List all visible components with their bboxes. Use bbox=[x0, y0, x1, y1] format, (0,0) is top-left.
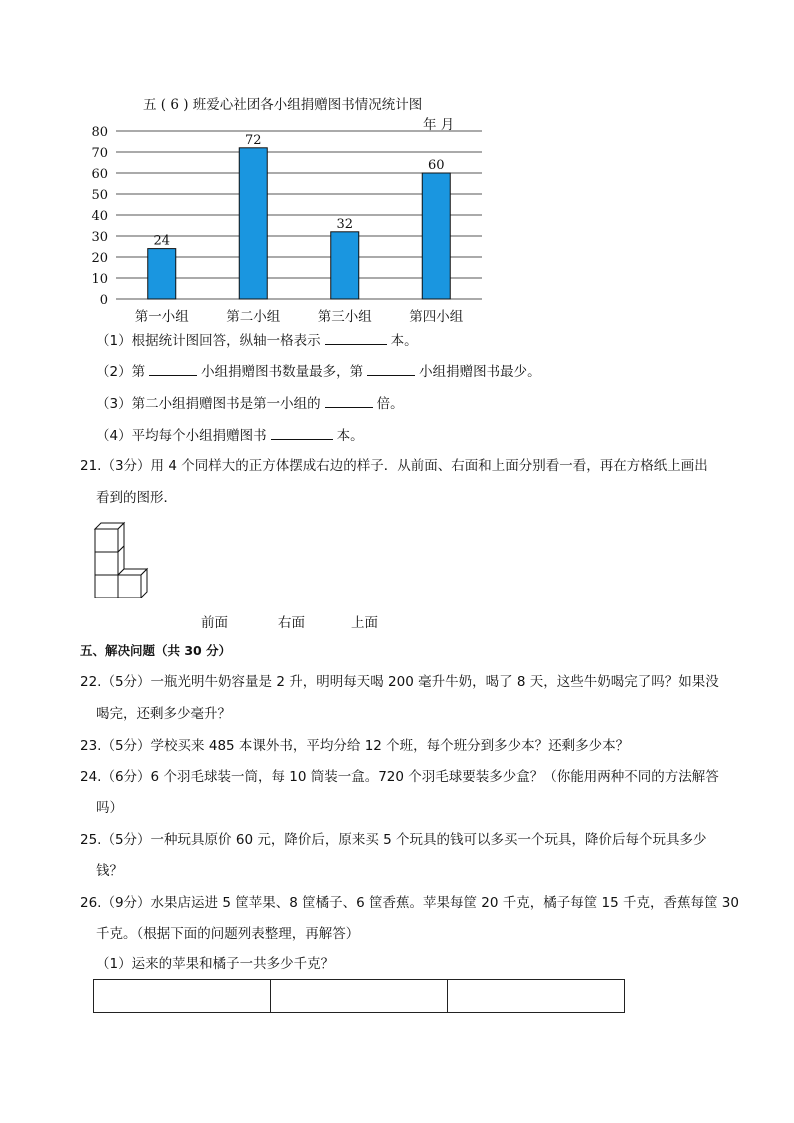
q20-sub1 bbox=[96, 330, 418, 351]
q20-sub3-text: （3）第二小组捐赠图书是第一小组的 bbox=[96, 396, 321, 412]
cube-front-face bbox=[95, 529, 118, 552]
q26-sub1: （1）运来的苹果和橘子一共多少千克？ bbox=[96, 956, 335, 972]
q20-sub4-text: （4）平均每个小组捐赠图书 bbox=[96, 428, 267, 444]
bar-value-label: 24 bbox=[153, 233, 171, 249]
bars bbox=[148, 148, 451, 299]
bar-chart bbox=[0, 0, 794, 340]
bar-value-label: 32 bbox=[336, 216, 354, 232]
q26-line2: 千克。（根据下面的问题列表整理，再解答） bbox=[96, 926, 360, 942]
answer-blank[interactable] bbox=[149, 361, 197, 376]
y-tick-label: 20 bbox=[91, 251, 108, 266]
q22-line1: 22.（5分）一瓶光明牛奶容量是 2 升，明明每天喝 200 毫升牛奶，喝了 8 天，这些牛奶喝完了吗？如果没 bbox=[80, 674, 719, 690]
q26-line1: 26.（9分）水果店运进 5 筐苹果、8 筐橘子、6 筐香蕉。苹果每筐 20 千克，橘子每筐 15 千克，香蕉每筐 30 bbox=[80, 895, 739, 911]
table-cell[interactable] bbox=[94, 980, 271, 1013]
x-tick-label: 第一小组 bbox=[134, 309, 189, 325]
q25-line2: 钱？ bbox=[96, 863, 123, 879]
section-heading: 五、解决问题（共 30 分） bbox=[80, 643, 232, 658]
view-label-front: 前面 bbox=[201, 615, 228, 631]
chart-date-note: 年 月 bbox=[423, 117, 455, 133]
q25-line1: 25.（5分）一种玩具原价 60 元，降价后，原来买 5 个玩具的钱可以多买一个玩具，降价后每个玩具多少 bbox=[80, 832, 707, 848]
answer-blank[interactable] bbox=[271, 425, 333, 440]
q20-sub2-text-b: 小组捐赠图书数量最多，第 bbox=[201, 364, 364, 380]
answer-blank[interactable] bbox=[325, 393, 373, 408]
bar-value-label: 72 bbox=[244, 132, 262, 148]
cube-front-face bbox=[118, 575, 141, 598]
bar bbox=[148, 249, 176, 299]
y-tick-label: 40 bbox=[91, 209, 108, 224]
bar bbox=[422, 173, 450, 299]
answer-blank[interactable] bbox=[325, 330, 387, 345]
bar bbox=[331, 232, 359, 299]
q20-sub1-unit: 本。 bbox=[390, 333, 418, 349]
q20-sub2-text-c: 小组捐赠图书最少。 bbox=[419, 364, 541, 380]
q20-sub4-unit: 本。 bbox=[336, 428, 364, 444]
y-tick-label: 70 bbox=[91, 146, 108, 161]
q20-sub2-text-a: （2）第 bbox=[96, 364, 146, 380]
y-tick-label: 80 bbox=[91, 125, 108, 140]
view-label-right: 右面 bbox=[278, 615, 305, 631]
x-tick-label: 第四小组 bbox=[409, 309, 464, 325]
table-row bbox=[94, 980, 625, 1013]
x-tick-label: 第二小组 bbox=[226, 309, 281, 325]
q20-sub4 bbox=[96, 425, 364, 446]
bar-value-label: 60 bbox=[427, 158, 445, 173]
q24-line2: 吗） bbox=[96, 800, 123, 816]
q21-line1: 21.（3分）用 4 个同样大的正方体摆成右边的样子．从前面、右面和上面分别看一看，再在方格纸上画出 bbox=[80, 458, 708, 474]
answer-blank[interactable] bbox=[367, 361, 415, 376]
y-tick-label: 0 bbox=[99, 293, 108, 308]
q24-line1: 24.（6分）6 个羽毛球装一筒，每 10 筒装一盒。720 个羽毛球要装多少盒？（你能用两种不同的方法解答 bbox=[80, 769, 719, 785]
cube-front-face bbox=[95, 575, 118, 598]
cube-front-face bbox=[95, 552, 118, 575]
q20-sub2 bbox=[96, 361, 541, 382]
bar-value-labels bbox=[153, 133, 444, 249]
table-cell[interactable] bbox=[448, 980, 625, 1013]
chart-title: 五 ( 6 ) 班爱心社团各小组捐赠图书情况统计图 bbox=[143, 97, 423, 113]
q22-line2: 喝完，还剩多少毫升？ bbox=[96, 706, 231, 722]
y-tick-label: 30 bbox=[91, 230, 108, 245]
q20-sub3 bbox=[96, 393, 404, 414]
view-label-top: 上面 bbox=[351, 615, 378, 631]
y-tick-label: 60 bbox=[91, 167, 108, 182]
y-tick-labels bbox=[91, 125, 108, 308]
y-tick-label: 10 bbox=[91, 272, 108, 287]
q23-line1: 23.（5分）学校买来 485 本课外书，平均分给 12 个班，每个班分到多少本？还剩多少本？ bbox=[80, 738, 630, 754]
q21-line2: 看到的图形． bbox=[96, 490, 177, 506]
q20-sub3-unit: 倍。 bbox=[376, 396, 404, 412]
answer-table bbox=[93, 979, 625, 1013]
bar bbox=[239, 148, 267, 299]
cube-figure bbox=[90, 518, 160, 598]
y-tick-label: 50 bbox=[91, 188, 108, 203]
table-cell[interactable] bbox=[271, 980, 448, 1013]
x-tick-label: 第三小组 bbox=[317, 309, 372, 325]
q20-sub1-text: （1）根据统计图回答，纵轴一格表示 bbox=[96, 333, 321, 349]
x-tick-labels bbox=[135, 309, 464, 325]
